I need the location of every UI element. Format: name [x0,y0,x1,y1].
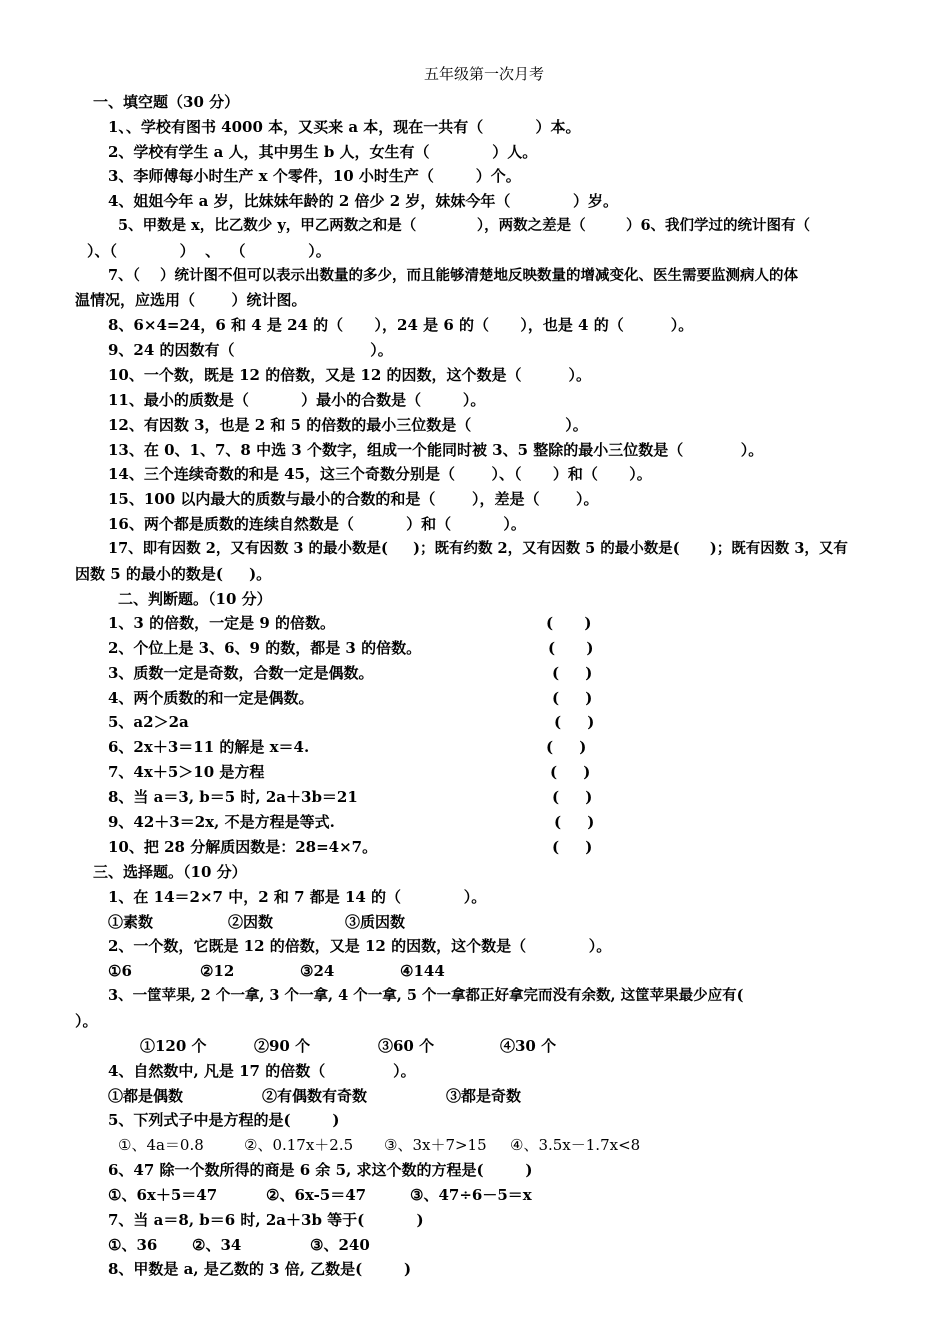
mc-q4-option-3[interactable]: ③都是奇数 [446,1087,522,1105]
tf-answer-paren-3[interactable]: ( ) [552,664,593,682]
s1-question-8: 8、6×4=24，6 和 4 是 24 的（ ），24 是 6 的（ ），也是 4 的（ ）。 [108,316,694,334]
tf-item-3: 3、质数一定是奇数，合数一定是偶数。 [108,664,374,682]
tf-item-7: 7、4x＋5＞10 是方程 [108,763,265,781]
s1-question-4: 4、姐姐今年 a 岁，比妹妹年龄的 2 倍少 2 岁，妹妹今年（ ）岁。 [108,192,619,210]
mc-q5-option-2[interactable]: ②、0.17x＋2.5 [244,1136,354,1154]
s1-question-5-line1: 5、甲数是 x，比乙数少 y，甲乙两数之和是（ ），两数之差是（ ）6、我们学过的统计图有（ [118,217,811,234]
tf-answer-paren-10[interactable]: ( ) [552,838,593,856]
tf-item-1: 1、3 的倍数，一定是 9 的倍数。 [108,614,335,632]
tf-item-6: 6、2x＋3＝11 的解是 x＝4. [108,738,310,756]
mc-question-5: 5、下列式子中是方程的是( ) [108,1111,340,1129]
s1-question-7-line1: 7、（ ）统计图不但可以表示出数量的多少，而且能够清楚地反映数量的增减变化、医生需要监测病人的体 [108,267,799,284]
tf-answer-paren-2[interactable]: ( ) [548,639,594,657]
mc-q7-option-3[interactable]: ③、240 [310,1236,370,1254]
mc-q4-option-1[interactable]: ①都是偶数 [108,1087,184,1105]
s1-question-17-line1: 17、即有因数 2，又有因数 3 的最小数是( )；既有约数 2，又有因数 5 的最小数是( )；既有因数 3，又有 [108,540,848,557]
tf-answer-paren-4[interactable]: ( ) [552,689,593,707]
mc-q1-option-3[interactable]: ③质因数 [345,913,406,931]
mc-q7-option-1[interactable]: ①、36 [108,1236,158,1254]
tf-answer-paren-6[interactable]: ( ) [546,738,587,756]
tf-answer-paren-9[interactable]: ( ) [554,813,595,831]
tf-item-9: 9、42＋3＝2x, 不是方程是等式. [108,813,335,831]
mc-question-3-line1: 3、一筐苹果, 2 个一拿, 3 个一拿, 4 个一拿, 5 个一拿都正好拿完而没有余数, 这筐苹果最少应有( [108,987,744,1004]
mc-q4-option-2[interactable]: ②有偶数有奇数 [262,1087,368,1105]
mc-q3-option-4[interactable]: ④30 个 [500,1037,557,1055]
s1-question-12: 12、有因数 3，也是 2 和 5 的倍数的最小三位数是（ ）。 [108,416,588,434]
s1-question-17-line2: 因数 5 的最小的数是( )。 [75,565,272,583]
mc-q2-option-4[interactable]: ④144 [400,962,445,980]
mc-q5-option-4[interactable]: ④、3.5x－1.7x<8 [510,1136,641,1154]
tf-answer-paren-8[interactable]: ( ) [552,788,593,806]
tf-item-10: 10、把 28 分解质因数是：28=4×7。 [108,838,378,856]
section1-heading: 一、填空题（30 分） [93,93,240,111]
mc-question-2: 2、一个数，它既是 12 的倍数，又是 12 的因数，这个数是（ ）。 [108,937,612,955]
s1-question-10: 10、一个数，既是 12 的倍数，又是 12 的因数，这个数是（ ）。 [108,366,592,384]
mc-question-8: 8、甲数是 a, 是乙数的 3 倍, 乙数是( ) [108,1260,412,1278]
mc-q1-option-2[interactable]: ②因数 [228,913,274,931]
s1-question-13: 13、在 0、1、7、8 中选 3 个数字，组成一个能同时被 3、5 整除的最小三位数是（ ）。 [108,441,764,459]
s1-question-14: 14、三个连续奇数的和是 45，这三个奇数分别是（ ）、（ ）和（ ）。 [108,465,652,483]
section2-heading: 二、判断题。（10 分） [118,590,272,608]
section3-heading: 三、选择题。（10 分） [93,863,247,881]
tf-item-8: 8、当 a＝3, b＝5 时, 2a＋3b＝21 [108,788,358,806]
mc-q3-option-2[interactable]: ②90 个 [254,1037,311,1055]
tf-answer-paren-7[interactable]: ( ) [550,763,591,781]
mc-question-1: 1、在 14＝2×7 中，2 和 7 都是 14 的（ ）。 [108,888,487,906]
tf-item-4: 4、两个质数的和一定是偶数。 [108,689,314,707]
s1-question-15: 15、100 以内最大的质数与最小的合数的和是（ ），差是（ ）。 [108,490,599,508]
mc-q5-option-1[interactable]: ①、4a＝0.8 [118,1136,204,1154]
mc-q1-option-1[interactable]: ①素数 [108,913,154,931]
mc-q3-option-3[interactable]: ③60 个 [378,1037,435,1055]
s1-question-1: 1、、学校有图书 4000 本，又买来 a 本，现在一共有（ ）本。 [108,118,581,136]
mc-q3-option-1[interactable]: ①120 个 [140,1037,207,1055]
mc-q2-option-1[interactable]: ①6 [108,962,132,980]
tf-item-2: 2、个位上是 3、6、9 的数，都是 3 的倍数。 [108,639,422,657]
mc-question-3-line2: ）。 [75,1012,98,1030]
mc-q2-option-3[interactable]: ③24 [300,962,335,980]
mc-q7-option-2[interactable]: ②、34 [192,1236,242,1254]
s1-question-16: 16、两个都是质数的连续自然数是（ ）和（ ）。 [108,515,526,533]
s1-question-11: 11、最小的质数是（ ）最小的合数是（ ）。 [108,391,486,409]
s1-question-5-line2: ）、（ ） 、 （ ）。 [87,242,331,260]
tf-answer-paren-1[interactable]: ( ) [546,614,592,632]
mc-q5-option-3[interactable]: ③、3x＋7>15 [384,1136,487,1154]
mc-question-6: 6、47 除一个数所得的商是 6 余 5, 求这个数的方程是( ) [108,1161,533,1179]
tf-item-5: 5、a2＞2a [108,713,189,731]
tf-answer-paren-5[interactable]: ( ) [554,713,595,731]
mc-q6-option-1[interactable]: ①、6x＋5＝47 [108,1186,218,1204]
s1-question-2: 2、学校有学生 a 人，其中男生 b 人，女生有（ ）人。 [108,143,538,161]
mc-question-7: 7、当 a＝8, b＝6 时, 2a＋3b 等于( ) [108,1211,424,1229]
exam-title: 五年级第一次月考 [424,65,545,83]
mc-q6-option-3[interactable]: ③、47÷6－5＝x [410,1186,532,1204]
mc-q2-option-2[interactable]: ②12 [200,962,235,980]
mc-question-4: 4、自然数中, 凡是 17 的倍数（ ）。 [108,1062,416,1080]
s1-question-3: 3、李师傅每小时生产 x 个零件，10 小时生产（ ）个。 [108,167,521,185]
mc-q6-option-2[interactable]: ②、6x-5＝47 [266,1186,367,1204]
s1-question-7-line2: 温情况，应选用（ ）统计图。 [75,291,307,309]
s1-question-9: 9、24 的因数有（ ）。 [108,341,393,359]
